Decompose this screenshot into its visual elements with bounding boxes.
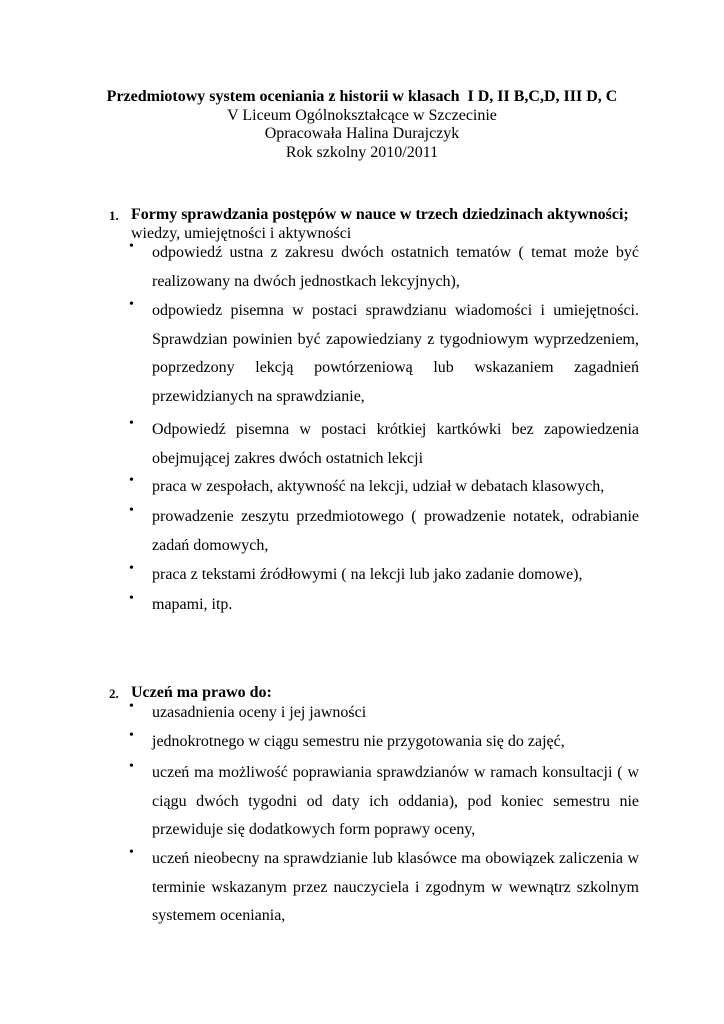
school-year: Rok szkolny 2010/2011 xyxy=(285,143,439,161)
bullet-marker: • xyxy=(129,845,134,860)
section-number: 2. xyxy=(109,686,119,701)
list-item-text: uzasadnienia oceny i jej jawności xyxy=(152,704,367,721)
list-item-text: odpowiedź ustna z zakresu dwóch ostatnich tematów ( temat może być realizowany na dwóch jednostkach lekcyjnych), xyxy=(152,244,639,290)
list-item-text: praca w zespołach, aktywność na lekcji, udział w debatach klasowych, xyxy=(152,478,605,495)
list-item-text: praca z tekstami źródłowymi ( na lekcji lub jako zadanie domowe), xyxy=(152,566,583,583)
list-item-text: uczeń ma możliwość poprawiania sprawdzianów w ramach konsultacji ( w ciągu dwóch tygodni od daty ich oddania), pod koniec semestru nie przewiduje się dodatkowych form poprawy oceny, xyxy=(152,764,639,839)
section-heading-rest: wiedzy, umiejętności i aktywności xyxy=(131,225,352,242)
bullet-marker: • xyxy=(129,416,134,431)
section-heading-bold: Formy sprawdzania postępów w nauce w trzech dziedzinach aktywności; xyxy=(131,206,629,223)
school-name: V Liceum Ogólnokształcące w Szczecinie xyxy=(227,106,497,124)
section-number: 1. xyxy=(109,208,119,223)
list-item-text: prowadzenie zeszytu przedmiotowego ( prowadzenie notatek, odrabianie zadań domowych, xyxy=(152,508,639,554)
list-item-text: uczeń nieobecny na sprawdzianie lub klasówce ma obowiązek zaliczenia w terminie wskazanym przez nauczyciela i zgodnym w wewnątrz szkolnym systemem oceniania, xyxy=(152,850,639,925)
bullet-marker: • xyxy=(129,473,134,488)
list-item-text: odpowiedz pisemna w postaci sprawdzianu wiadomości i umiejętności. Sprawdzian powinien być zapowiedziany z tygodniowym wyprzedzeniem, poprzedzony lekcją powtórzeniową lub wskazaniem zagadnień przewidzianych na sprawdzianie, xyxy=(152,302,639,405)
section-heading xyxy=(131,205,651,243)
list-item-text: mapami, itp. xyxy=(152,596,233,613)
bullet-marker: • xyxy=(129,591,134,606)
bullet-marker: • xyxy=(129,503,134,518)
bullet-marker: • xyxy=(129,728,134,743)
document-title: Przedmiotowy system oceniania z historii w klasach I D, II B,C,D, III D, C xyxy=(106,88,618,105)
section-heading-bold: Uczeń ma prawo do: xyxy=(131,684,272,701)
list-item-text: Odpowiedź pisemna w postaci krótkiej kartkówki bez zapowiedzenia obejmującej zakres dwóch ostatnich lekcji xyxy=(152,421,639,467)
document-header xyxy=(0,88,724,162)
bullet-marker: • xyxy=(129,759,134,774)
bullet-marker: • xyxy=(129,561,134,576)
bullet-marker: • xyxy=(129,699,134,714)
bullet-marker: • xyxy=(129,239,134,254)
bullet-marker: • xyxy=(129,297,134,312)
author-line: Opracowała Halina Durajczyk xyxy=(264,125,460,142)
list-item-text: jednokrotnego w ciągu semestru nie przygotowania się do zajęć, xyxy=(152,733,565,750)
